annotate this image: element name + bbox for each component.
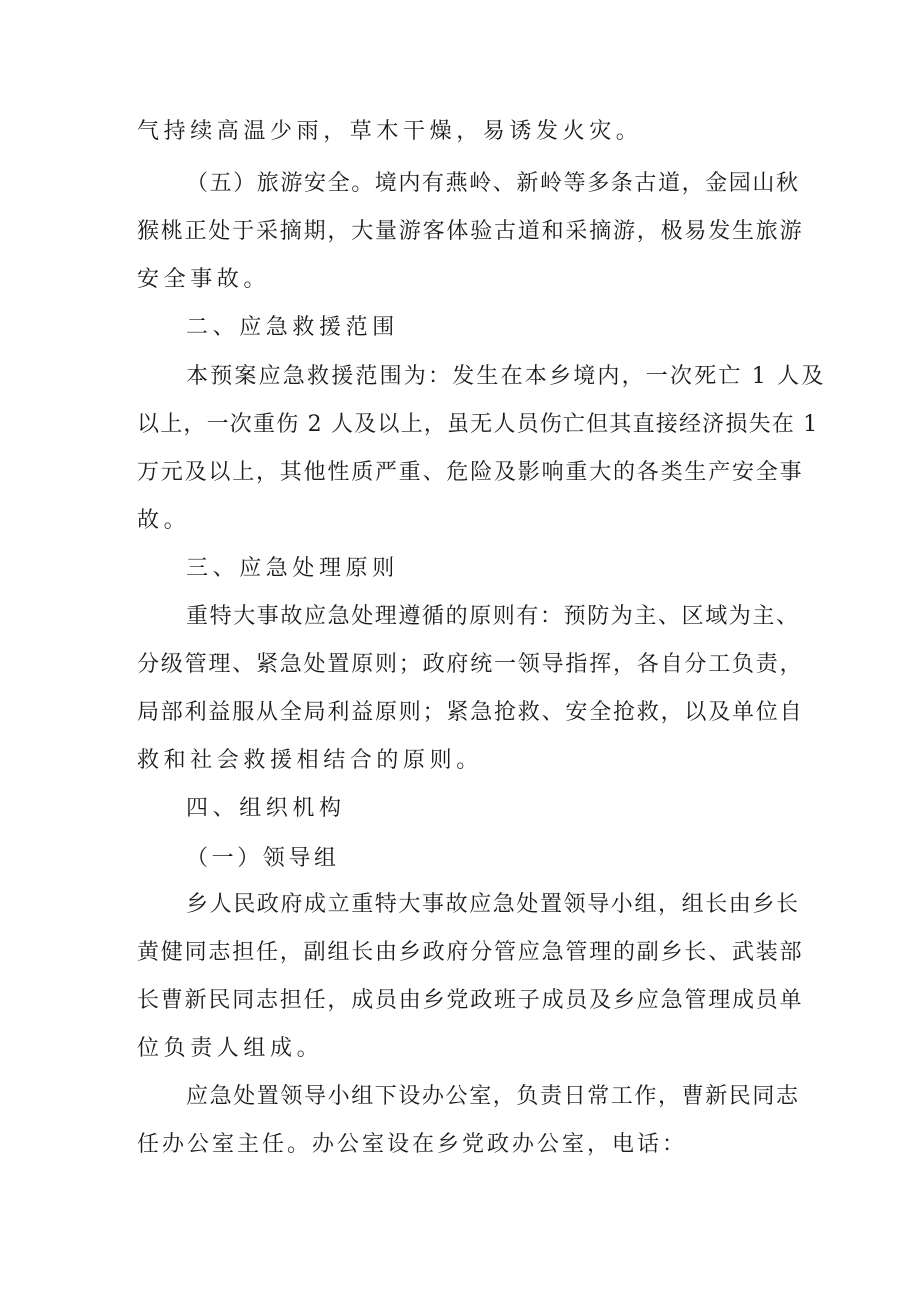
subsection-heading: （一）领导组	[186, 846, 340, 871]
body-text-line: 以上，一次重伤 2 人及以上，虽无人员伤亡但其直接经济损失在 1	[137, 412, 819, 437]
section-heading: 四、组织机构	[186, 796, 346, 821]
body-text-line: 故。	[137, 508, 191, 533]
body-text-line: 黄健同志担任，副组长由乡政府分管应急管理的副乡长、武装部	[137, 940, 804, 965]
body-text-line: 局部利益服从全局利益原则；紧急抢救、安全抢救，以及单位自	[137, 700, 804, 725]
body-text-line: 本预案应急救援范围为：发生在本乡境内，一次死亡 1 人及	[186, 364, 826, 389]
body-text-line: 位负责人组成。	[137, 1036, 324, 1061]
body-text-line: 长曹新民同志担任，成员由乡党政班子成员及乡应急管理成员单	[137, 988, 804, 1013]
body-text-line: 分级管理、紧急处置原则；政府统一领导指挥，各自分工负责，	[137, 652, 804, 677]
body-text-line: 任办公室主任。办公室设在乡党政办公室，电话：	[137, 1132, 688, 1157]
body-text-line: 万元及以上，其他性质严重、危险及影响重大的各类生产安全事	[137, 460, 804, 485]
body-text-line: 猴桃正处于采摘期，大量游客体验古道和采摘游，极易发生旅游	[137, 219, 804, 244]
body-text-line: 救和社会救援相结合的原则。	[137, 748, 483, 773]
body-text-line: 气持续高温少雨，草木干燥，易诱发火灾。	[137, 119, 643, 144]
subsection-heading: （五）旅游安全。境内有燕岭、新岭等多条古道，金园山秋	[186, 171, 800, 196]
section-heading: 三、应急处理原则	[186, 556, 399, 581]
body-text-line: 重特大事故应急处理遵循的原则有：预防为主、区域为主、	[186, 604, 800, 629]
body-text-line: 安全事故。	[137, 267, 271, 292]
body-text-line: 应急处置领导小组下设办公室，负责日常工作，曹新民同志	[186, 1084, 800, 1109]
body-text-line: 乡人民政府成立重特大事故应急处置领导小组，组长由乡长	[186, 892, 800, 917]
section-heading: 二、应急救援范围	[186, 315, 399, 340]
